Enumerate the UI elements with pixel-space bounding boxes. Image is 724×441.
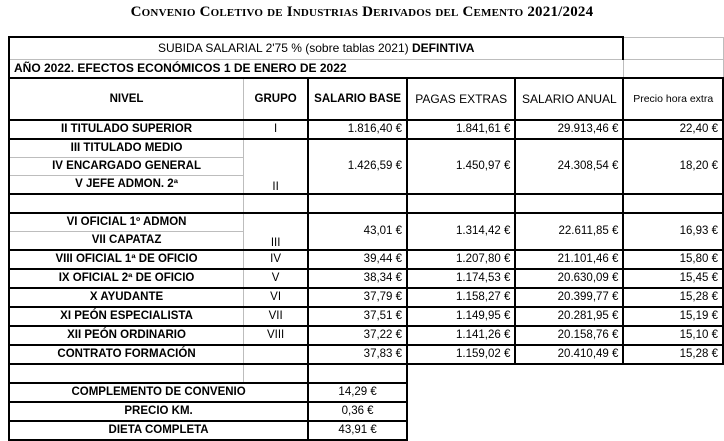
extra-value: 14,29 € [308,383,407,402]
grupo-cell: V [244,269,309,288]
precio-hora-cell: 18,20 € [623,139,723,194]
salario-base-cell: 37,22 € [308,326,407,345]
table-row [9,345,723,364]
pagas-extras-cell: 1.158,27 € [407,288,515,307]
pagas-extras-cell: 1.141,26 € [407,326,515,345]
grupo-cell [244,345,309,364]
header-pagas-extras: PAGAS EXTRAS [407,78,515,120]
header-nivel: NIVEL [9,78,244,120]
grupo-cell: VII [244,307,309,326]
salario-base-cell: 37,79 € [308,288,407,307]
nivel-cell: XI PEÓN ESPECIALISTA [9,307,244,326]
nivel-cell: VIII OFICIAL 1ª DE OFICIO [9,250,244,269]
nivel-cell: CONTRATO FORMACIÓN [9,345,244,364]
extra-value: 0,36 € [308,402,407,421]
grupo-cell: II [244,139,309,194]
salario-anual-cell: 21.101,46 € [515,250,623,269]
extra-label: COMPLEMENTO DE CONVENIO [9,383,308,402]
document-title: Convenio Coletivo de Industrias Derivados del Cemento 2021/2024 [130,4,594,20]
table-row [9,139,723,158]
precio-hora-cell: 22,40 € [623,120,723,139]
pagas-extras-cell: 1.314,42 € [407,213,515,250]
salario-base-cell: 37,51 € [308,307,407,326]
table-row [9,269,723,288]
pagas-extras-cell: 1.159,02 € [407,345,515,364]
salario-base-cell: 39,44 € [308,250,407,269]
salario-anual-cell: 20.281,95 € [515,307,623,326]
salario-anual-cell: 22.611,85 € [515,213,623,250]
nivel-cell: IV ENCARGADO GENERAL [9,157,244,175]
salario-anual-cell: 29.913,46 € [515,120,623,139]
extra-row [9,421,723,440]
pagas-extras-cell: 1.841,61 € [407,120,515,139]
grupo-cell: VIII [244,326,309,345]
pagas-extras-cell: 1.207,80 € [407,250,515,269]
precio-hora-cell: 15,28 € [623,288,723,307]
salario-anual-cell: 24.308,54 € [515,139,623,194]
salario-anual-cell: 20.158,76 € [515,326,623,345]
header-grupo: GRUPO [244,78,309,120]
pagas-extras-cell: 1.149,95 € [407,307,515,326]
salary-increase-banner [9,37,623,59]
nivel-cell: VII CAPATAZ [9,231,244,250]
grupo-cell: IV [244,250,309,269]
salario-base-cell: 37,83 € [308,345,407,364]
salary-increase-status: DEFINTIVA [411,41,475,56]
table-row [9,307,723,326]
grupo-cell: I [244,120,309,139]
nivel-cell: VI OFICIAL 1º ADMON [9,213,244,232]
table-row [9,250,723,269]
table-row [9,326,723,345]
extra-value: 43,91 € [308,421,407,440]
table-row [9,120,723,139]
extra-row [9,383,723,402]
year-heading: AÑO 2022. EFECTOS ECONÓMICOS 1 DE ENERO DE 2022 [9,59,623,78]
precio-hora-cell: 15,28 € [623,345,723,364]
salary-table [8,36,724,441]
salario-anual-cell: 20.630,09 € [515,269,623,288]
header-precio-hora: Precio hora extra [623,78,723,120]
extra-row [9,402,723,421]
salario-base-cell: 1.426,59 € [308,139,407,194]
precio-hora-cell: 16,93 € [623,213,723,250]
nivel-cell: V JEFE ADMON. 2ª [9,175,244,194]
precio-hora-cell: 15,19 € [623,307,723,326]
table-row [9,288,723,307]
precio-hora-cell: 15,45 € [623,269,723,288]
precio-hora-cell: 15,10 € [623,326,723,345]
header-salario-anual: SALARIO ANUAL [515,78,623,120]
nivel-cell: IX OFICIAL 2ª DE OFICIO [9,269,244,288]
salary-increase-text: SUBIDA SALARIAL 2'75 % (sobre tablas 2021) [157,41,409,56]
nivel-cell: II TITULADO SUPERIOR [9,120,244,139]
header-salario-base: SALARIO BASE [308,78,407,120]
grupo-cell: III [244,213,309,250]
nivel-cell: X AYUDANTE [9,288,244,307]
extra-label: DIETA COMPLETA [9,421,308,440]
extra-label: PRECIO KM. [9,402,308,421]
salario-anual-cell: 20.399,77 € [515,288,623,307]
grupo-cell: VI [244,288,309,307]
salario-base-cell: 43,01 € [308,213,407,250]
salario-base-cell: 38,34 € [308,269,407,288]
salario-anual-cell: 20.410,49 € [515,345,623,364]
pagas-extras-cell: 1.174,53 € [407,269,515,288]
table-row [9,213,723,232]
nivel-cell: XII PEÓN ORDINARIO [9,326,244,345]
salario-base-cell: 1.816,40 € [308,120,407,139]
pagas-extras-cell: 1.450,97 € [407,139,515,194]
nivel-cell: III TITULADO MEDIO [9,139,244,158]
precio-hora-cell: 15,80 € [623,250,723,269]
